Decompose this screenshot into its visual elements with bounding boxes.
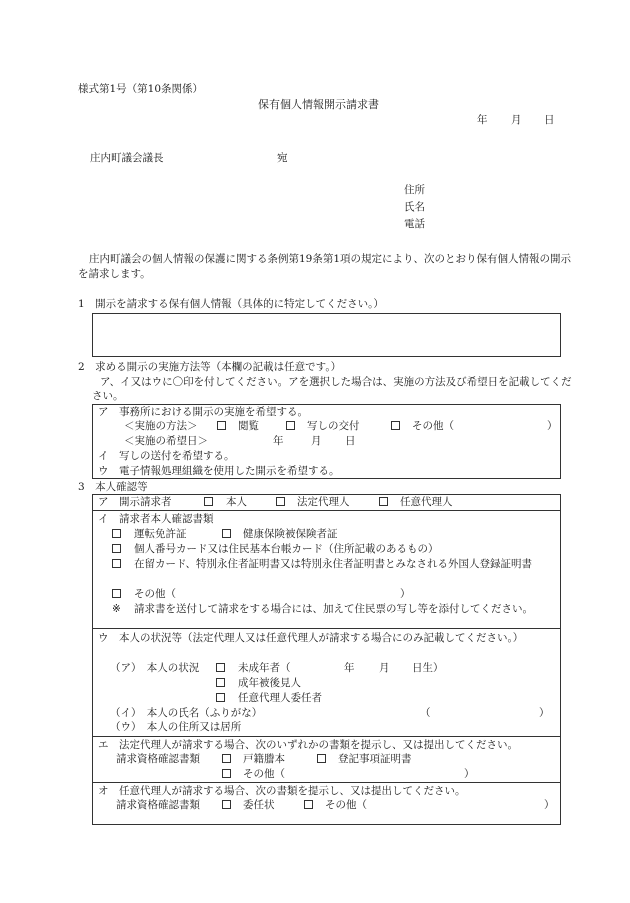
note-mark: ※: [112, 603, 121, 615]
sec3-o-label: オ 任意代理人が請求する場合、次の書類を提示し、又は提出してください。: [98, 785, 466, 797]
date-month: 月: [511, 114, 522, 126]
license-checkbox[interactable]: [112, 528, 121, 541]
sec3-i-label: イ 請求者本人確認書類: [98, 513, 214, 525]
hope-date-year: 年: [273, 435, 284, 447]
sec2-option-a: ア 事務所における開示の実施を希望する。: [98, 406, 308, 418]
registry-cert-label: 登記事項証明書: [338, 753, 412, 765]
insurance-label: 健康保険被保険者証: [243, 528, 338, 540]
voluntary-agent-label: 任意代理人: [400, 496, 453, 508]
divider: [92, 736, 561, 737]
ward-checkbox[interactable]: [216, 677, 225, 690]
sec2-option-u: ウ 電子情報処理組織を使用した開示を希望する。: [98, 465, 340, 477]
sec3-u-label: ウ 本人の状況等（法定代理人又は任意代理人が請求する場合にのみ記載してください。）: [98, 632, 524, 644]
other-doc-checkbox[interactable]: [112, 588, 121, 601]
residence-card-label: 在留カード、特別永住者証明書又は特別永住者証明書とみなされる外国人登録証明書: [134, 558, 533, 570]
insurance-checkbox[interactable]: [222, 528, 231, 541]
o-other-label: その他（: [325, 799, 367, 811]
other-doc-label: その他（: [134, 588, 176, 600]
requester-name-label: 氏名: [404, 201, 425, 213]
self-checkbox[interactable]: [204, 496, 213, 509]
e-doc-label: 請求資格確認書類: [116, 753, 200, 765]
o-doc-label: 請求資格確認書類: [116, 799, 200, 811]
self-label: 本人: [226, 496, 247, 508]
e-other-close: ）: [464, 768, 475, 780]
family-register-label: 戸籍謄本: [243, 753, 285, 765]
addressee-name: 庄内町議会議長: [90, 152, 164, 164]
date-day: 日: [544, 114, 555, 126]
sec1-input-box[interactable]: [92, 313, 561, 357]
voluntary-agent-checkbox[interactable]: [379, 496, 388, 509]
family-register-checkbox[interactable]: [222, 753, 231, 766]
hope-date-month: 月: [311, 435, 322, 447]
residence-card-checkbox[interactable]: [112, 558, 121, 571]
method-other-close: ）: [547, 420, 558, 432]
minor-label: 未成年者（: [238, 662, 291, 674]
sec2-note: ア、イ又はウに〇印を付してください。アを選択した場合は、実施の方法及び希望日を記載してください。: [92, 376, 572, 402]
e-other-checkbox[interactable]: [222, 768, 231, 781]
furigana-open: （: [420, 707, 431, 719]
hope-date-day: 日: [345, 435, 356, 447]
proxy-letter-checkbox[interactable]: [222, 799, 231, 812]
sec3-u-i-label: （イ） 本人の氏名（ふりがな）: [110, 707, 263, 719]
method-label: ＜実施の方法＞: [124, 420, 198, 432]
sec3-i-note: 請求書を送付して請求をする場合には、加えて住民票の写し等を添付してください。: [134, 603, 533, 615]
method-view-label: 閲覧: [238, 420, 259, 432]
form-code: 様式第1号（第10条関係）: [78, 83, 204, 95]
sec3-e-label: エ 法定代理人が請求する場合、次のいずれかの書類を提示し、又は提出してください。: [98, 739, 518, 751]
other-doc-close: ）: [400, 588, 411, 600]
method-copy-label: 写しの交付: [307, 420, 360, 432]
birth-month: 月: [379, 662, 390, 674]
legal-agent-checkbox[interactable]: [276, 496, 285, 509]
sec3-u-u-label: （ウ） 本人の住所又は居所: [110, 721, 242, 733]
sec3-u-a-label: （ア） 本人の状況: [110, 662, 200, 674]
mynumber-checkbox[interactable]: [112, 543, 121, 556]
divider: [92, 628, 561, 629]
sec3-heading: 3 本人確認等: [78, 481, 148, 493]
page-title: 保有個人情報開示請求書: [258, 98, 379, 111]
o-other-checkbox[interactable]: [304, 799, 313, 812]
registry-cert-checkbox[interactable]: [317, 753, 326, 766]
divider: [92, 782, 561, 783]
furigana-close: ）: [539, 707, 550, 719]
proxy-letter-label: 委任状: [243, 799, 275, 811]
mynumber-label: 個人番号カード又は住民基本台帳カード（住所記載のあるもの）: [134, 543, 439, 555]
o-other-close: ）: [544, 799, 555, 811]
ward-label: 成年被後見人: [238, 677, 301, 689]
divider: [92, 510, 561, 511]
date-label: ＜実施の希望日＞: [124, 435, 208, 447]
method-view-checkbox[interactable]: [217, 420, 226, 433]
sec2-heading: 2 求める開示の実施方法等（本欄の記載は任意です。）: [78, 361, 342, 373]
birth-day: 日生）: [412, 662, 444, 674]
addressee-suffix: 宛: [277, 152, 288, 164]
sec1-heading: 1 開示を請求する保有個人情報（具体的に特定してください。）: [78, 298, 384, 310]
sec3-a-label: ア 開示請求者: [98, 496, 172, 508]
sec2-option-i: イ 写しの送付を希望する。: [98, 450, 235, 462]
requester-address-label: 住所: [404, 184, 425, 196]
requester-phone-label: 電話: [404, 218, 425, 230]
license-label: 運転免許証: [134, 528, 187, 540]
method-other-label: その他（: [412, 420, 454, 432]
minor-checkbox[interactable]: [216, 662, 225, 675]
method-copy-checkbox[interactable]: [286, 420, 295, 433]
birth-year: 年: [344, 662, 355, 674]
principal-label: 任意代理人委任者: [238, 692, 322, 704]
method-other-checkbox[interactable]: [391, 420, 400, 433]
intro-text: 庄内町議会の個人情報の保護に関する条例第19条第1項の規定により、次のとおり保有個人情報の開示を請求します。: [78, 253, 572, 280]
legal-agent-label: 法定代理人: [297, 496, 350, 508]
date-year: 年: [477, 114, 488, 126]
e-other-label: その他（: [243, 768, 285, 780]
principal-checkbox[interactable]: [216, 692, 225, 705]
